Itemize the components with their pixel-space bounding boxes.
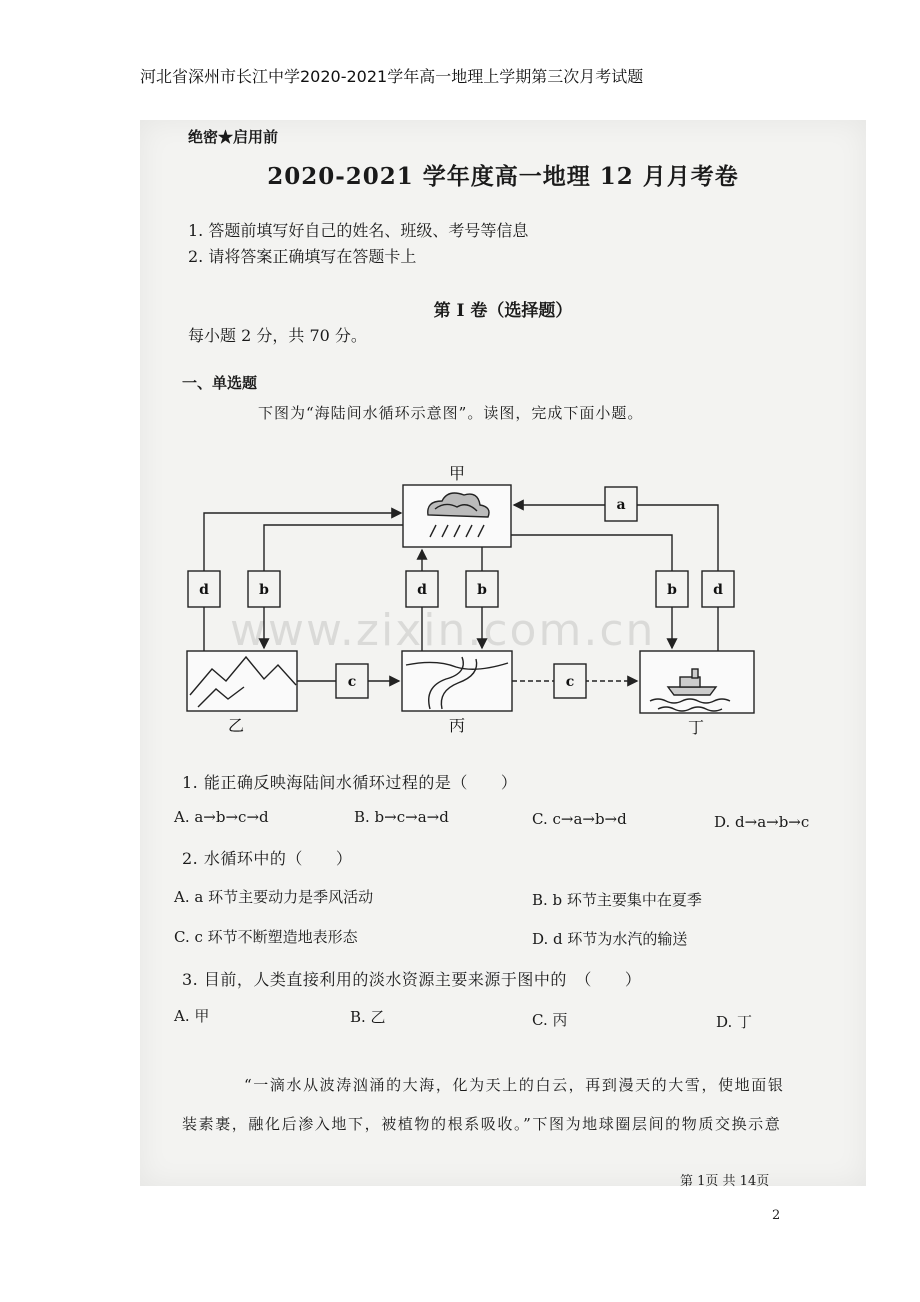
- label-bing: 丙: [448, 716, 466, 735]
- instruction-2: 2. 请将答案正确填写在答题卡上: [188, 247, 417, 266]
- label-d-right: d: [713, 582, 723, 598]
- q3-option-c: C. 丙: [532, 1011, 568, 1029]
- q2-option-a: A. a 环节主要动力是季风活动: [174, 888, 374, 906]
- passage-line-1: “一滴水从波涛汹涌的大海，化为天上的白云，再到漫天的大雪，使地面银: [244, 1076, 785, 1094]
- q2-option-d: D. d 环节为水汽的输送: [532, 930, 688, 948]
- label-jia: 甲: [448, 465, 466, 483]
- question-2-stem: 2. 水循环中的（ ）: [182, 849, 353, 868]
- q2-option-b: B. b 环节主要集中在夏季: [532, 891, 702, 909]
- question-1-stem: 1. 能正确反映海陆间水循环过程的是（ ）: [182, 773, 518, 792]
- label-yi: 乙: [227, 716, 245, 735]
- question-3-stem: 3. 目前，人类直接利用的淡水资源主要来源于图中的 （ ）: [182, 970, 642, 989]
- label-ding: 丁: [687, 718, 705, 737]
- label-d-left: d: [199, 582, 209, 598]
- label-b-middle: b: [477, 582, 487, 598]
- water-cycle-diagram: [180, 465, 770, 740]
- label-d-middle: d: [417, 582, 427, 598]
- score-rule: 每小题 2 分，共 70 分。: [188, 326, 367, 345]
- label-c-right: c: [565, 674, 575, 690]
- q2-option-c: C. c 环节不断塑造地表形态: [174, 928, 358, 946]
- watermark: www.zixin.com.cn: [230, 605, 656, 656]
- question-type-heading: 一、单选题: [182, 374, 258, 392]
- passage-line-2: 装素裹，融化后渗入地下，被植物的根系吸收。”下图为地球圈层间的物质交换示意: [182, 1115, 782, 1133]
- document-header: 河北省深州市长江中学2020-2021学年高一地理上学期第三次月考试题: [140, 67, 644, 86]
- label-b-right: b: [667, 582, 677, 598]
- exam-title: 2020-2021 学年度高一地理 12 月月考卷: [267, 163, 739, 190]
- q1-option-a: A. a→b→c→d: [174, 808, 269, 826]
- q1-option-d: D. d→a→b→c: [714, 813, 810, 831]
- page-footer: 第 1页 共 14页: [680, 1174, 770, 1189]
- q3-option-b: B. 乙: [350, 1008, 386, 1026]
- label-b-left: b: [259, 582, 269, 598]
- page-number: 2: [772, 1208, 781, 1223]
- section-title: 第 I 卷（选择题）: [433, 301, 573, 321]
- diagram-intro: 下图为“海陆间水循环示意图”。读图，完成下面小题。: [258, 404, 644, 422]
- q3-option-a: A. 甲: [174, 1007, 210, 1025]
- label-a-top: a: [616, 497, 626, 513]
- q1-option-b: B. b→c→a→d: [354, 808, 449, 826]
- instruction-1: 1. 答题前填写好自己的姓名、班级、考号等信息: [188, 221, 529, 240]
- q3-option-d: D. 丁: [716, 1013, 753, 1031]
- q1-option-c: C. c→a→b→d: [532, 810, 627, 828]
- label-c-left: c: [347, 674, 357, 690]
- confidential-mark: 绝密★启用前: [188, 128, 279, 146]
- river-box: [402, 651, 512, 711]
